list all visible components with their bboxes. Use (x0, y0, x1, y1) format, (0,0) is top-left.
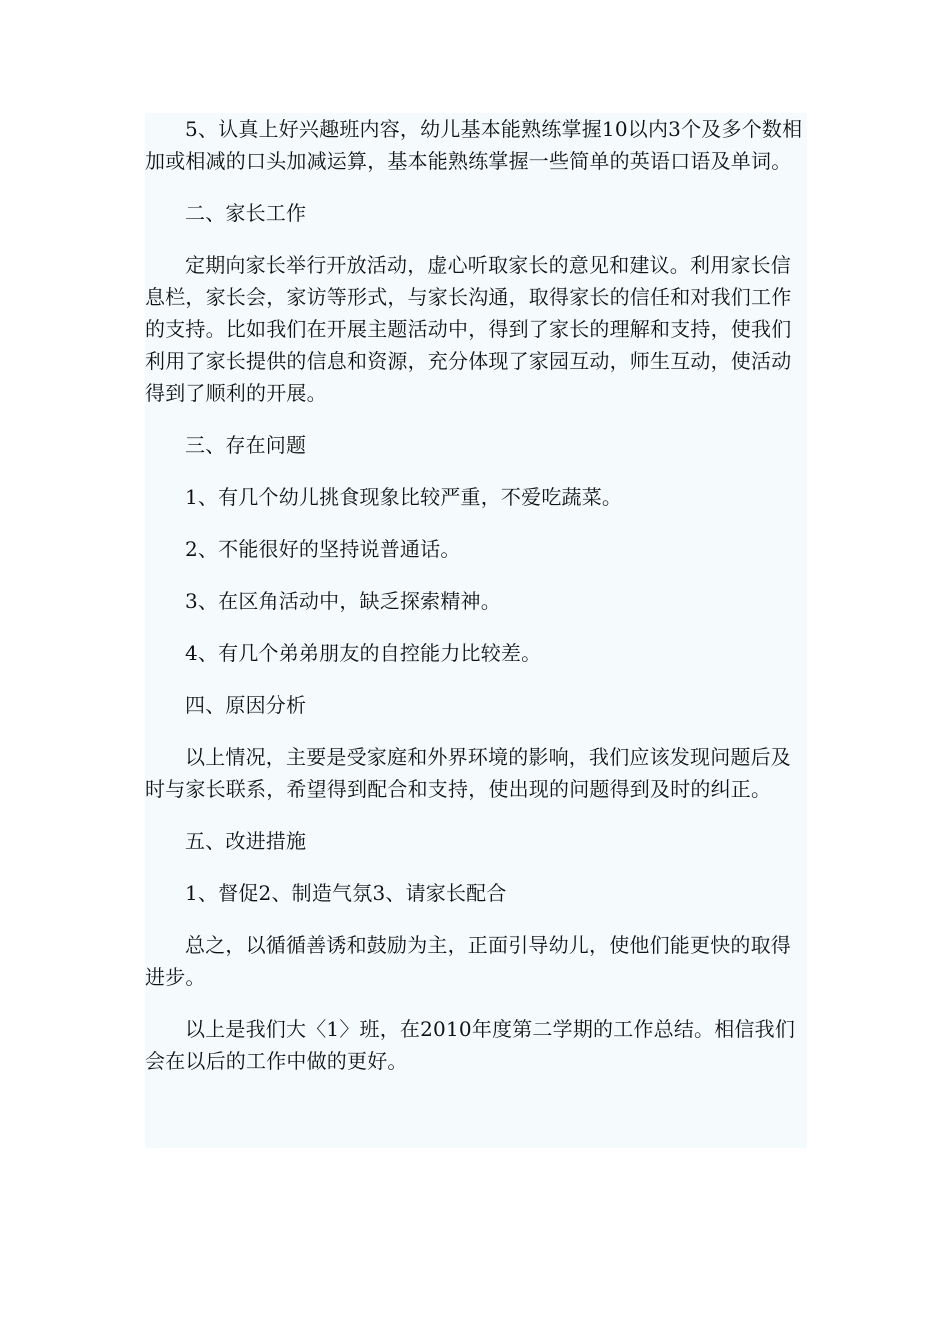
problem-item-1: 1、有几个幼儿挑食现象比较严重，不爱吃蔬菜。 (185, 485, 623, 509)
problem-item-3: 3、在区角活动中，缺乏探索精神。 (185, 589, 501, 613)
paragraph-parent-work: 定期向家长举行开放活动，虚心听取家长的意见和建议。利用家长信息栏，家长会，家访等形式，与家长沟通，取得家长的信任和对我们工作的支持。比如我们在开展主题活动中，得到了家长的理解和支持，使我们利用了家长提供的信息和资源，充分体现了家园互动，师生互动，使活动得到了顺利的开展。 (145, 253, 792, 405)
heading-parent-work: 二、家长工作 (185, 201, 307, 225)
document-body (145, 113, 807, 1148)
paragraph-conclusion: 以上是我们大〈1〉班，在2010年度第二学期的工作总结。相信我们会在以后的工作中做的更好。 (145, 1017, 796, 1073)
problem-item-4: 4、有几个弟弟朋友的自控能力比较差。 (185, 641, 542, 665)
paragraph-summary: 总之，以循循善诱和鼓励为主，正面引导幼儿，使他们能更快的取得进步。 (145, 933, 791, 989)
improvement-measures-list: 1、督促2、制造气氛3、请家长配合 (185, 881, 507, 905)
heading-existing-problems: 三、存在问题 (185, 433, 307, 457)
paragraph-interest-class: 5、认真上好兴趣班内容，幼儿基本能熟练掌握10以内3个及多个数相加或相减的口头加减运算，基本能熟练掌握一些简单的英语口语及单词。 (145, 117, 803, 173)
paragraph-cause-analysis: 以上情况，主要是受家庭和外界环境的影响，我们应该发现问题后及时与家长联系，希望得到配合和支持，使出现的问题得到及时的纠正。 (145, 745, 791, 801)
heading-cause-analysis: 四、原因分析 (185, 693, 307, 717)
heading-improvement-measures: 五、改进措施 (185, 829, 307, 853)
problem-item-2: 2、不能很好的坚持说普通话。 (185, 537, 461, 561)
